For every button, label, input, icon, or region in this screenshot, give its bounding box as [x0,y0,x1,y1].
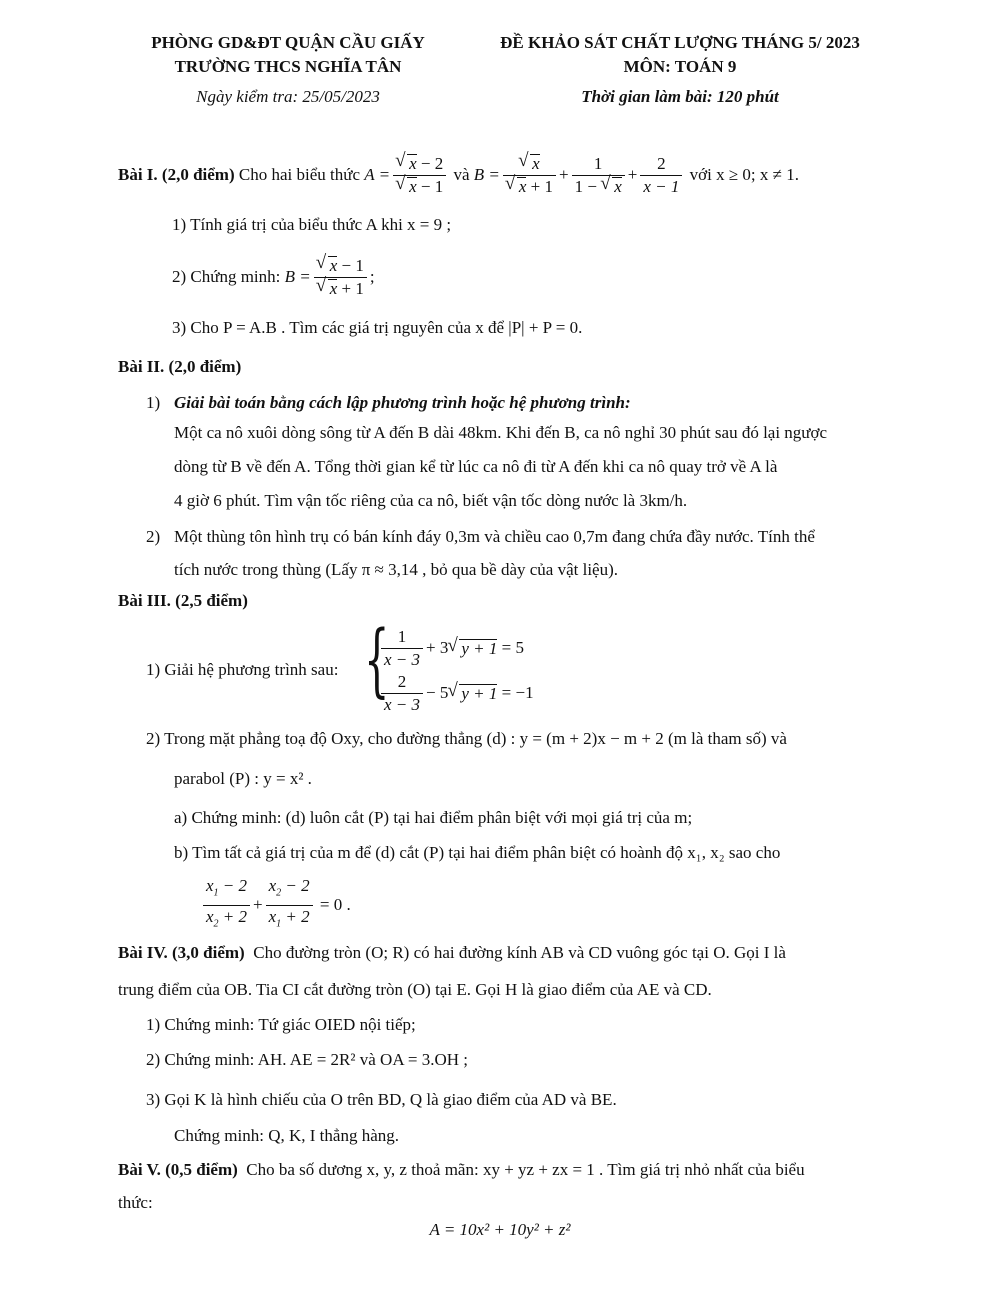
expr-a-fraction: √ x − 2 √ x − 1 [393,153,446,198]
expr-b-term1: √ x √ x + 1 [503,153,556,198]
system-eq2: $\frac{2}{x - 3}$ − 5 √ y + 1 = −1 [378,670,534,716]
bai2-q1-heading: Giải bài toán bằng cách lập phương trình hoặc hệ phương trình: [174,393,631,412]
system-brace: { [364,613,390,706]
bai3-title: Bài III. (2,5 điểm) [118,591,248,610]
bai2-q1-line3: 4 giờ 6 phút. Tìm vận tốc riêng của ca nô, biết vận tốc dòng nước là 3km/h. [174,491,688,510]
bai5-title: Bài V. (0,5 điểm) [118,1160,238,1179]
bai3-qb-condition: $\frac{x_1 - 2}{x_2 + 2}$ + $\frac{x_2 - 2}{x_1 + 2}$ = 0 . [200,880,351,930]
bai2-q2-line1: Một thùng tôn hình trụ có bán kính đáy 0,3m và chiều cao 0,7m đang chứa đầy nước. Tính thể [174,527,815,546]
exam-date: Ngày kiểm tra: 25/05/2023 [196,87,380,106]
bai1-and: và [453,165,470,184]
bai2-title: Bài II. (2,0 điểm) [118,357,242,376]
bai1-q3: 3) Cho P = A.B . Tìm các giá trị nguyên của x để |P| + P = 0. [172,318,583,337]
expr-a-label: A = [364,165,391,184]
bai1-intro-line: Bài I. (2,0 điểm) Cho hai biểu thức A = √ x − 2 √ x − 1 và B = √ x √ x + 1 + $\frac{1}{1 - √ x}$ + $\frac{2}{x - 1}$ với x ≥ 0; x ≠ 1. [118,150,799,200]
bai4-q3-line2: Chứng minh: Q, K, I thẳng hàng. [174,1126,400,1145]
bai2-q2-line2: tích nước trong thùng (Lấy π ≈ 3,14 , bỏ qua bề dày của vật liệu). [174,560,619,579]
expr-b-label: B = [473,165,500,184]
bai2-q1-num: 1) [146,393,161,412]
expr-b-term3: $\frac{2}{x - 1}$ [640,153,682,198]
bai4-intro-line2: trung điểm của OB. Tia CI cắt đường tròn (O) tại E. Gọi H là giao điểm của AE và CD. [118,980,712,999]
bai2-q1-line1: Một ca nô xuôi dòng sông từ A đến B dài 48km. Khi đến B, ca nô nghỉ 30 phút sau đó lại ngược [174,423,828,442]
bai3-q2-line1: 2) Trong mặt phẳng toạ độ Oxy, cho đường thẳng (d) : y = (m + 2)x − m + 2 (m là tham số) và [146,729,787,748]
bai1-intro: Cho hai biểu thức [238,165,360,184]
bai3-qa: a) Chứng minh: (d) luôn cắt (P) tại hai điểm phân biệt với mọi giá trị của m; [174,808,693,827]
bai1-q2-line: 2) Chứng minh: B = √ x − 1 √ x + 1 ; [172,252,375,302]
bai5-text: Cho ba số dương x, y, z thoả mãn: xy + yz + zx = 1 . Tìm giá trị nhỏ nhất của biểu [246,1160,805,1179]
system-eq1: $\frac{1}{x - 3}$ + 3 √ y + 1 = 5 [378,625,524,671]
expr-b-term2: $\frac{1}{1 - √ x}$ [572,153,625,198]
bai1-q2: 2) Chứng minh: [172,267,281,286]
bai4-q3-line1: 3) Gọi K là hình chiếu của O trên BD, Q là giao điểm của AD và BE. [146,1090,617,1109]
bai5-expression: A = 10x² + 10y² + z² [429,1220,571,1239]
bai3-q1: 1) Giải hệ phương trình sau: [146,660,339,679]
bai4-intro: Cho đường tròn (O; R) có hai đường kính AB và CD vuông góc tại O. Gọi I là [253,943,786,962]
bai1-q1: 1) Tính giá trị của biểu thức A khi x = 9 ; [172,215,452,234]
expr-b-simplified: √ x − 1 √ x + 1 [314,255,367,300]
bai1-condition: với x ≥ 0; x ≠ 1. [689,165,799,184]
exam-title: ĐỀ KHẢO SÁT CHẤT LƯỢNG THÁNG 5/ 2023 [500,33,860,52]
bai1-title: Bài I. (2,0 điểm) [118,165,235,184]
school-name: TRƯỜNG THCS NGHĨA TÂN [174,57,402,76]
department-name: PHÒNG GD&ĐT QUẬN CẦU GIẤY [151,33,425,52]
bai4-title: Bài IV. (3,0 điểm) [118,943,245,962]
bai2-q2-num: 2) [146,527,161,546]
subject: MÔN: TOÁN 9 [623,57,737,76]
bai3-qb: b) Tìm tất cả giá trị của m để (d) cắt (P) tại hai điểm phân biệt có hoành độ x₁, x₂ sao cho [174,843,781,862]
bai5-line1 [118,1160,894,1180]
bai3-q2-line2: parabol (P) : y = x² . [174,769,312,788]
time-limit: Thời gian làm bài: 120 phút [581,87,779,106]
bai4-q1: 1) Chứng minh: Tứ giác OIED nội tiếp; [146,1015,416,1034]
bai4-q2: 2) Chứng minh: AH. AE = 2R² và OA = 3.OH ; [146,1050,469,1069]
bai5-line2: thức: [118,1193,153,1212]
bai2-q1-line2: dòng từ B về đến A. Tổng thời gian kể từ lúc ca nô đi từ A đến khi ca nô quay trở về A là [174,457,778,476]
bai4-intro-line1 [118,943,894,963]
